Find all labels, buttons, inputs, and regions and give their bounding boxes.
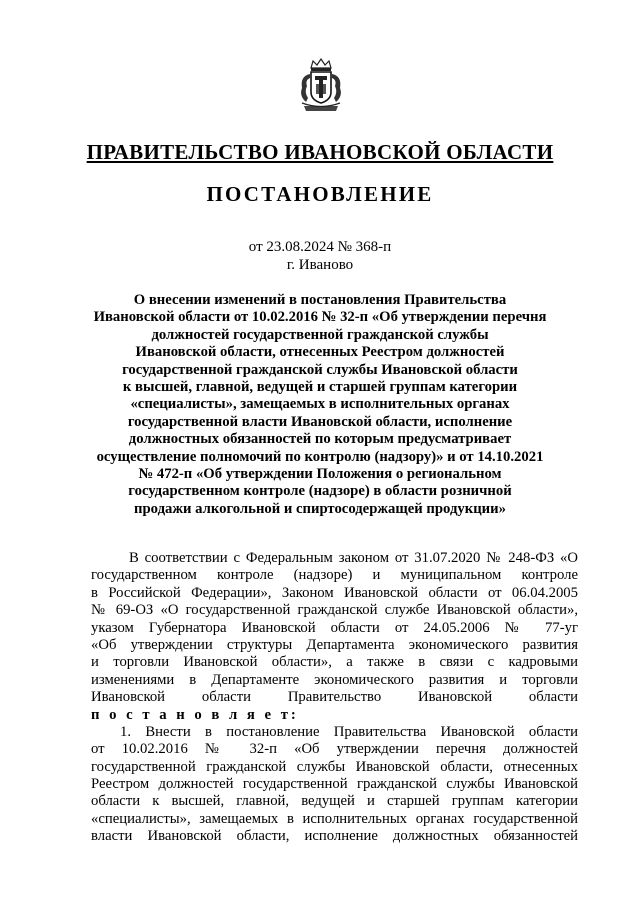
title-line: № 472-п «Об утверждении Положения о региональном [138,466,502,483]
item1-line: от 10.02.2016 № 32-п «Об утверждении перечня должностей [91,741,578,758]
title-line: должностей государственной гражданской службы [151,326,489,343]
title-line: государственной гражданской службы Ивановской области [122,361,518,378]
preamble-line: Ивановской области Правительство Ивановской области [91,689,578,706]
title-line: Ивановской области от 10.02.2016 № 32-п «Об утверждении перечня [93,309,547,326]
preamble-line: В соответствии с Федеральным законом от 31.07.2020 № 248-ФЗ «О [129,550,578,566]
organization-name: ПРАВИТЕЛЬСТВО ИВАНОВСКОЙ ОБЛАСТИ [86,140,554,164]
item1-line: «специалисты», замещаемых в исполнительных органах государственной [91,810,578,827]
title-line: государственной власти Ивановской области, исполнение [127,413,513,430]
document-body [91,550,578,846]
preamble-line: государственном контроле (надзоре) и муниципальном контроле [91,567,578,584]
title-line: должностных обязанностей по которым предусматривает [128,431,512,448]
preamble-line: и торговли Ивановской области», а также в связи с кадровыми [91,654,578,671]
preamble-line: в Российской Федерации», Законом Ивановской области от 06.04.2005 [91,584,578,601]
title-line: продажи алкогольной и спиртосодержащей продукции» [134,500,506,517]
preamble-line: «Об утверждении структуры Департамента экономического развития [91,636,578,653]
date-number: от 23.08.2024 № 368-п [248,239,392,255]
preamble-line: указом Губернатора Ивановской области от 24.05.2006 № 77-уг [91,619,578,636]
item1-line: 1. Внести в постановление Правительства Ивановской области [120,723,578,740]
title-line: О внесении изменений в постановления Правительства [133,292,507,308]
item1-line: власти Ивановской области, исполнение должностных обязанностей [91,828,578,845]
city: г. Иваново [286,257,354,273]
title-line: Ивановской области, отнесенных Реестром должностей [135,344,505,361]
title-line: государственном контроле (надзоре) в области розничной [128,483,512,500]
item1-line: государственной гражданской службы Ивановской области, отнесенных [91,758,578,775]
title-line: осуществление полномочий по контролю (надзору)» и от 14.10.2021 [96,448,544,465]
preamble-line: изменениями в Департаменте экономического развития и торговли [91,671,578,688]
item1-line: области к высшей, главной, ведущей и старшей группам категории [91,793,578,810]
postanovlyaet: п о с т а н о в л я е т: [91,706,299,723]
date-and-place [0,238,640,274]
resolution-title [88,292,552,518]
item1-line: Реестром должностей государственной гражданской службы Ивановской [91,776,578,793]
document-type: ПОСТАНОВЛЕНИЕ [206,182,434,206]
title-line: к высшей, главной, ведущей и старшей группам категории [122,379,518,396]
preamble-line: № 69-ОЗ «О государственной гражданской службе Ивановской области», [91,602,578,619]
title-line: «специалисты», замещаемых в исполнительных органах [130,396,510,413]
coat-of-arms-icon [296,58,346,116]
